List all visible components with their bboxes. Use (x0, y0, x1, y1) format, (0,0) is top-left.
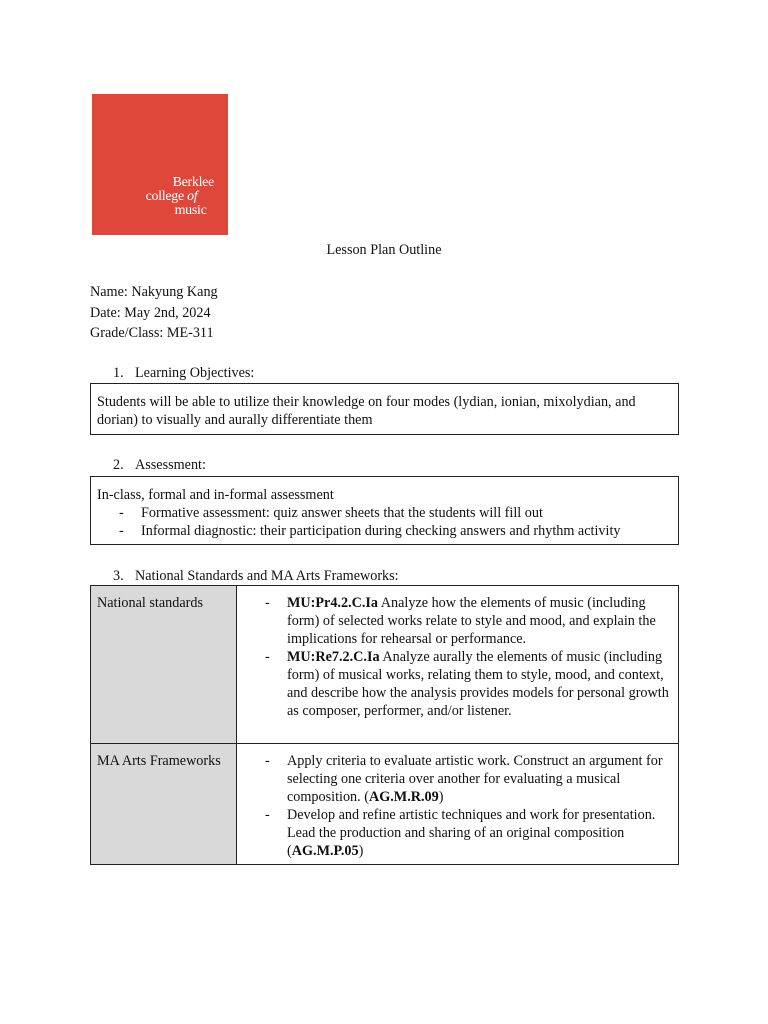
document-title: Lesson Plan Outline (326, 242, 442, 258)
standard-description: Analyze aurally the elements of music (including form) of musical works, relating them to style, mood, and context, and describe how the analysis provides models for personal growth as composer, performer, and/or listener. (287, 649, 669, 719)
assessment-box (90, 476, 679, 545)
logo-line-music: music (174, 203, 207, 218)
logo-wordmark (146, 176, 214, 218)
ma-frameworks-label: MA Arts Frameworks (91, 744, 237, 865)
list-item (237, 594, 670, 648)
date-line: Date: May 2nd, 2024 (90, 304, 211, 321)
framework-code: AG.M.P.05 (291, 843, 359, 859)
standard-text (287, 594, 670, 648)
logo-word-college: college (145, 189, 188, 204)
framework-close: ) (358, 843, 364, 859)
grade-line: Grade/Class: ME-311 (90, 325, 214, 341)
name-line: Name: Nakyung Kang (90, 284, 218, 300)
bullet-dash: - (265, 753, 270, 769)
section-heading-objectives (113, 364, 254, 382)
national-standards-content (237, 586, 679, 744)
national-standards-label: National standards (91, 586, 237, 744)
logo-line-berklee: Berklee (172, 175, 214, 190)
bullet-dash: - (265, 807, 270, 823)
section-heading-assessment (113, 456, 206, 474)
standard-text (287, 648, 670, 720)
framework-description: Apply criteria to evaluate artistic work. Construct an argument for selecting one criteria over another for evaluating a musical composition. ( (287, 753, 663, 805)
standards-table (90, 585, 679, 865)
student-info (90, 282, 218, 344)
list-item (237, 806, 670, 860)
standard-code: MU:Pr4.2.C.Ia (287, 595, 379, 611)
bullet-dash: - (119, 523, 124, 539)
list-item (97, 504, 672, 522)
framework-text (287, 806, 670, 860)
list-item (97, 522, 672, 540)
ma-frameworks-content (237, 744, 679, 865)
section-title: Assessment: (135, 457, 206, 473)
berklee-logo (92, 94, 228, 235)
assessment-bullet-text: Formative assessment: quiz answer sheets that the students will fill out (141, 505, 543, 521)
standard-description: Analyze how the elements of music (including form) of selected works relate to style and mood, and explain the implications for rehearsal or performance. (287, 595, 656, 647)
bullet-dash: - (265, 649, 270, 665)
list-item (237, 752, 670, 806)
logo-word-of: of (187, 189, 198, 204)
framework-description: Develop and refine artistic techniques and work for presentation. Lead the production and sharing of an original composition ( (287, 807, 656, 859)
section-title: Learning Objectives: (135, 365, 255, 381)
section-number: 3. (113, 568, 124, 584)
table-row (91, 586, 679, 744)
framework-text (287, 752, 670, 806)
list-item (237, 648, 670, 720)
section-number: 1. (113, 365, 124, 381)
section-number: 2. (113, 457, 124, 473)
bullet-dash: - (265, 595, 270, 611)
framework-close: ) (438, 789, 444, 805)
assessment-intro: In-class, formal and in-formal assessment (97, 487, 334, 503)
framework-code: AG.M.R.09 (368, 789, 439, 805)
logo-line-college (146, 190, 214, 204)
table-row (91, 744, 679, 865)
objectives-text: Students will be able to utilize their knowledge on four modes (lydian, ionian, mixolydian, and dorian) to visually and aurally differentiate them (97, 394, 636, 428)
section-title: National Standards and MA Arts Frameworks: (135, 568, 399, 584)
standard-code: MU:Re7.2.C.Ia (287, 649, 380, 665)
assessment-bullet-text: Informal diagnostic: their participation during checking answers and rhythm activity (141, 523, 621, 539)
bullet-dash: - (119, 505, 124, 521)
objectives-box (90, 383, 679, 435)
section-heading-standards (113, 567, 399, 585)
